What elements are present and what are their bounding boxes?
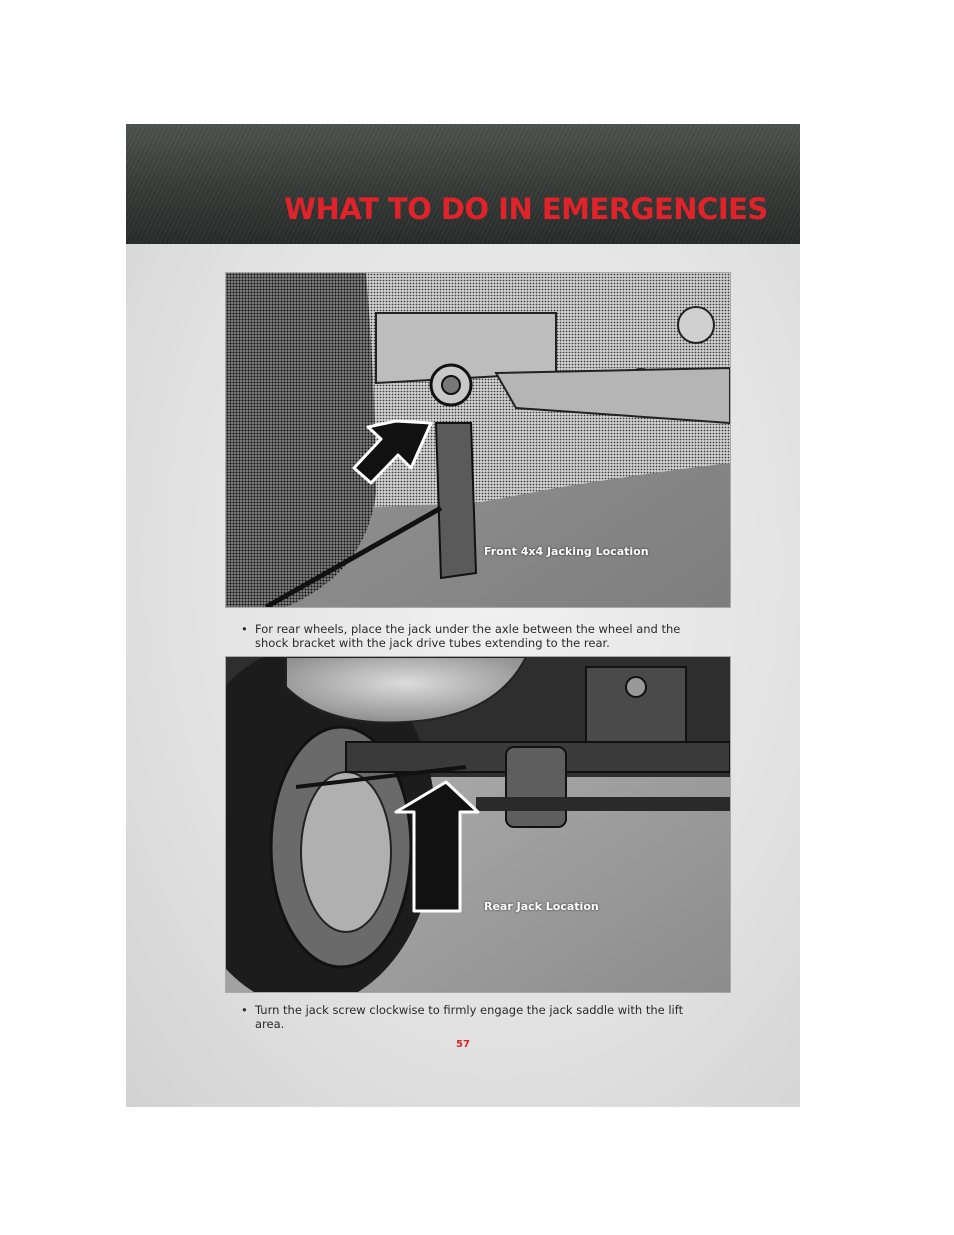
section-title: WHAT TO DO IN EMERGENCIES <box>284 192 768 226</box>
bullet-rear-wheels <box>241 622 711 650</box>
rear-jack-caption: Rear Jack Location <box>484 900 599 913</box>
bullet-text: Turn the jack screw clockwise to firmly engage the jack saddle with the lift area. <box>255 1003 684 1031</box>
bullet-text: For rear wheels, place the jack under the axle between the wheel and the shock bracket with the jack drive tubes extending to the rear. <box>255 622 681 650</box>
front-jack-caption: Front 4x4 Jacking Location <box>484 545 649 558</box>
bullet-marker: • <box>241 1003 248 1017</box>
manual-page <box>126 124 800 1107</box>
bullet-marker: • <box>241 622 248 636</box>
rear-jack-drawing <box>226 657 730 992</box>
front-jacking-illustration <box>225 272 731 608</box>
page-number: 57 <box>456 1039 470 1050</box>
front-jack-drawing <box>226 273 730 607</box>
bullet-jack-screw <box>241 1003 711 1031</box>
section-header <box>126 124 800 244</box>
rear-jacking-illustration <box>225 656 731 993</box>
